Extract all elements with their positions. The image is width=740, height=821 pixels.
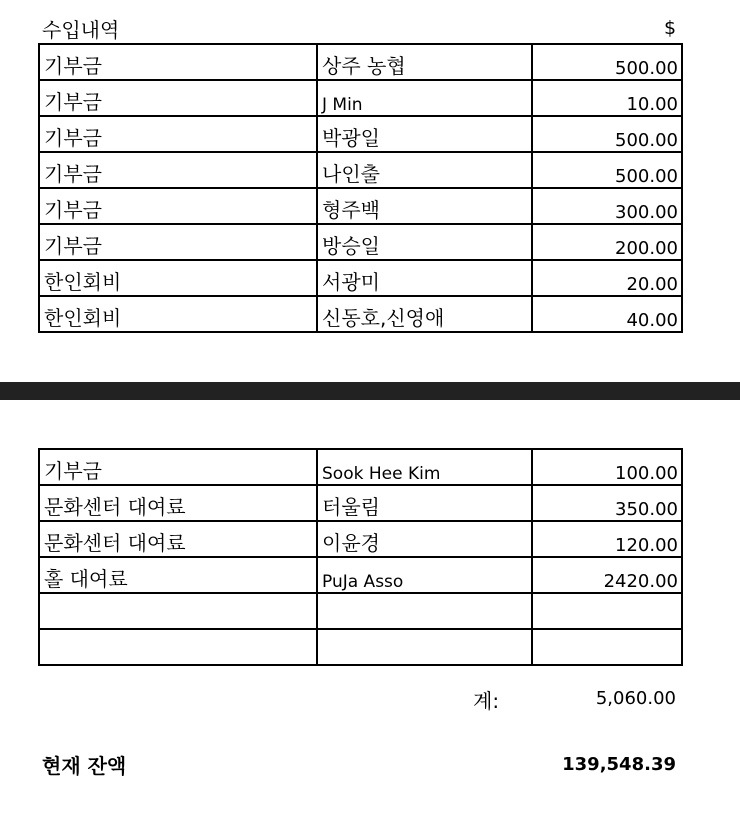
amount-cell: 200.00	[532, 224, 682, 260]
currency-symbol: $	[664, 17, 677, 39]
table-row	[39, 629, 682, 665]
table-row	[39, 521, 682, 557]
amount-cell: 300.00	[532, 188, 682, 224]
table-row	[39, 44, 682, 80]
name-cell: Sook Hee Kim	[317, 449, 532, 485]
income-table-2	[38, 448, 683, 666]
name-cell: J Min	[317, 80, 532, 116]
category-cell: 기부금	[39, 224, 317, 260]
table-row	[39, 593, 682, 629]
category-cell: 한인회비	[39, 296, 317, 332]
total-label: 계:	[473, 689, 500, 713]
name-cell: 이윤경	[317, 521, 532, 557]
total-value: 5,060.00	[595, 688, 676, 709]
name-cell: 서광미	[317, 260, 532, 296]
category-cell: 한인회비	[39, 260, 317, 296]
table-row	[39, 485, 682, 521]
amount-cell: 2420.00	[532, 557, 682, 593]
name-cell: 형주백	[317, 188, 532, 224]
category-cell: 홀 대여료	[39, 557, 317, 593]
table-row	[39, 116, 682, 152]
amount-cell: 500.00	[532, 116, 682, 152]
category-cell: 기부금	[39, 116, 317, 152]
amount-cell: 500.00	[532, 152, 682, 188]
amount-cell	[532, 593, 682, 629]
table-row	[39, 557, 682, 593]
category-cell: 문화센터 대여료	[39, 485, 317, 521]
amount-cell: 500.00	[532, 44, 682, 80]
table-row	[39, 449, 682, 485]
name-cell: 신동호,신영애	[317, 296, 532, 332]
table-row	[39, 296, 682, 332]
table-row	[39, 188, 682, 224]
category-cell: 기부금	[39, 44, 317, 80]
table-row	[39, 152, 682, 188]
name-cell: 상주 농협	[317, 44, 532, 80]
name-cell: PuJa Asso	[317, 557, 532, 593]
table-row	[39, 80, 682, 116]
name-cell: 터울림	[317, 485, 532, 521]
table-row	[39, 260, 682, 296]
page-title: 수입내역	[42, 18, 120, 42]
name-cell	[317, 593, 532, 629]
amount-cell: 40.00	[532, 296, 682, 332]
category-cell: 기부금	[39, 80, 317, 116]
amount-cell: 20.00	[532, 260, 682, 296]
category-cell: 문화센터 대여료	[39, 521, 317, 557]
balance-value: 139,548.39	[562, 754, 676, 775]
amount-cell	[532, 629, 682, 665]
name-cell: 박광일	[317, 116, 532, 152]
name-cell: 방승일	[317, 224, 532, 260]
name-cell	[317, 629, 532, 665]
table-row	[39, 224, 682, 260]
balance-label: 현재 잔액	[42, 754, 127, 778]
category-cell	[39, 593, 317, 629]
category-cell: 기부금	[39, 449, 317, 485]
amount-cell: 350.00	[532, 485, 682, 521]
section-divider-band	[0, 382, 740, 400]
category-cell	[39, 629, 317, 665]
name-cell: 나인출	[317, 152, 532, 188]
income-table-1	[38, 43, 683, 333]
category-cell: 기부금	[39, 188, 317, 224]
amount-cell: 10.00	[532, 80, 682, 116]
amount-cell: 100.00	[532, 449, 682, 485]
category-cell: 기부금	[39, 152, 317, 188]
amount-cell: 120.00	[532, 521, 682, 557]
